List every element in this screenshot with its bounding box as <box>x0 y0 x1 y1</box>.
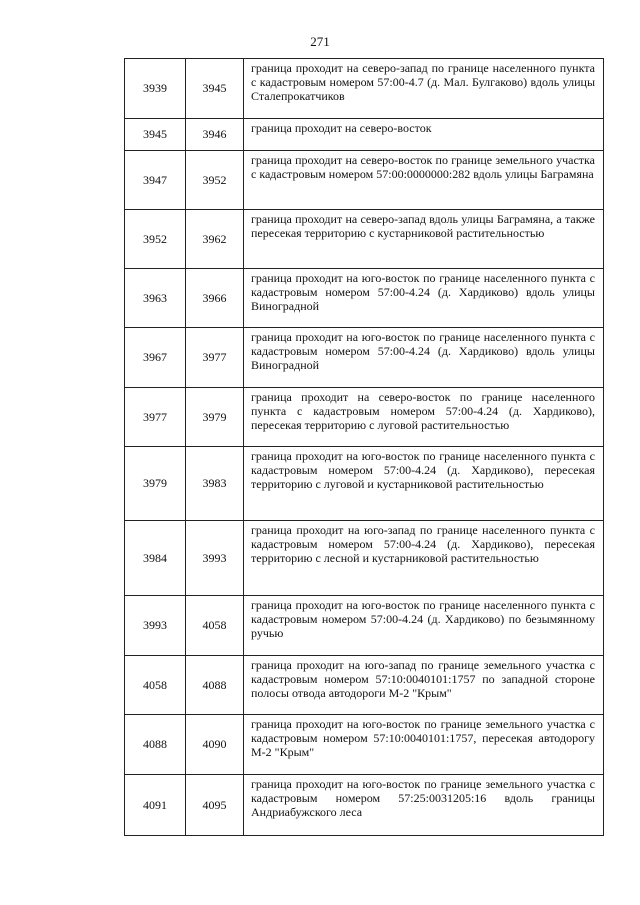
table-row <box>125 210 604 269</box>
point-from-cell: 3939 <box>125 59 186 119</box>
point-to-cell: 3983 <box>186 447 244 521</box>
table-row <box>125 656 604 715</box>
table-row <box>125 715 604 775</box>
description-cell: граница проходит на юго-восток по границе земельного участка с кадастровым номером 57:10:0040101:1757, пересекая автодорогу М-2 "Крым" <box>244 715 604 775</box>
point-from-cell: 3947 <box>125 151 186 210</box>
description-cell: граница проходит на северо-восток по границе населенного пункта с кадастровым номером 57:00-4.24 (д. Хардиково), пересекая территорию с луговой растительностью <box>244 388 604 447</box>
table-row <box>125 775 604 836</box>
point-from-cell: 3963 <box>125 269 186 328</box>
point-from-cell: 4091 <box>125 775 186 836</box>
point-to-cell: 3979 <box>186 388 244 447</box>
table-row <box>125 151 604 210</box>
description-cell: граница проходит на юго-восток по границе населенного пункта с кадастровым номером 57:00-4.24 (д. Хардиково) вдоль улицы Виноградной <box>244 328 604 388</box>
description-cell: граница проходит на северо-восток по границе земельного участка с кадастровым номером 57:00:0000000:282 вдоль улицы Баграмяна <box>244 151 604 210</box>
table-row <box>125 328 604 388</box>
description-cell: граница проходит на юго-запад по границе земельного участка с кадастровым номером 57:10:0040101:1757 по западной стороне полосы отвода автодороги М-2 "Крым" <box>244 656 604 715</box>
boundary-table <box>124 58 604 836</box>
table-row <box>125 388 604 447</box>
point-from-cell: 4058 <box>125 656 186 715</box>
point-to-cell: 3993 <box>186 521 244 596</box>
point-from-cell: 3952 <box>125 210 186 269</box>
table-row <box>125 521 604 596</box>
point-to-cell: 4088 <box>186 656 244 715</box>
table-row <box>125 59 604 119</box>
description-cell: граница проходит на северо-восток <box>244 119 604 151</box>
table-row <box>125 447 604 521</box>
description-cell: граница проходит на юго-восток по границе земельного участка с кадастровым номером 57:25:0031205:16 вдоль границы Андриабужского леса <box>244 775 604 836</box>
point-to-cell: 3945 <box>186 59 244 119</box>
table-row <box>125 269 604 328</box>
point-to-cell: 3977 <box>186 328 244 388</box>
point-from-cell: 3993 <box>125 596 186 656</box>
point-to-cell: 4095 <box>186 775 244 836</box>
description-cell: граница проходит на юго-восток по границе населенного пункта с кадастровым номером 57:00-4.24 (д. Хардиково) по безымянному ручью <box>244 596 604 656</box>
point-from-cell: 4088 <box>125 715 186 775</box>
point-from-cell: 3967 <box>125 328 186 388</box>
point-to-cell: 3966 <box>186 269 244 328</box>
description-cell: граница проходит на юго-запад по границе населенного пункта с кадастровым номером 57:00-4.24 (д. Хардиково), пересекая территорию с лесной и кустарниковой растительностью <box>244 521 604 596</box>
point-from-cell: 3945 <box>125 119 186 151</box>
point-to-cell: 3962 <box>186 210 244 269</box>
description-cell: граница проходит на северо-запад вдоль улицы Баграмяна, а также пересекая территорию с кустарниковой растительностью <box>244 210 604 269</box>
point-to-cell: 4090 <box>186 715 244 775</box>
description-cell: граница проходит на юго-восток по границе населенного пункта с кадастровым номером 57:00-4.24 (д. Хардиково) вдоль улицы Виноградной <box>244 269 604 328</box>
description-cell: граница проходит на северо-запад по границе населенного пункта с кадастровым номером 57:00-4.7 (д. Мал. Булгаково) вдоль улицы Сталепрокатчиков <box>244 59 604 119</box>
table-row <box>125 119 604 151</box>
point-from-cell: 3984 <box>125 521 186 596</box>
table-row <box>125 596 604 656</box>
point-from-cell: 3979 <box>125 447 186 521</box>
description-cell: граница проходит на юго-восток по границе населенного пункта с кадастровым номером 57:00-4.24 (д. Хардиково), пересекая территорию с луговой и кустарниковой растительностью <box>244 447 604 521</box>
page-number: 271 <box>310 34 330 49</box>
point-to-cell: 3946 <box>186 119 244 151</box>
point-from-cell: 3977 <box>125 388 186 447</box>
point-to-cell: 4058 <box>186 596 244 656</box>
point-to-cell: 3952 <box>186 151 244 210</box>
